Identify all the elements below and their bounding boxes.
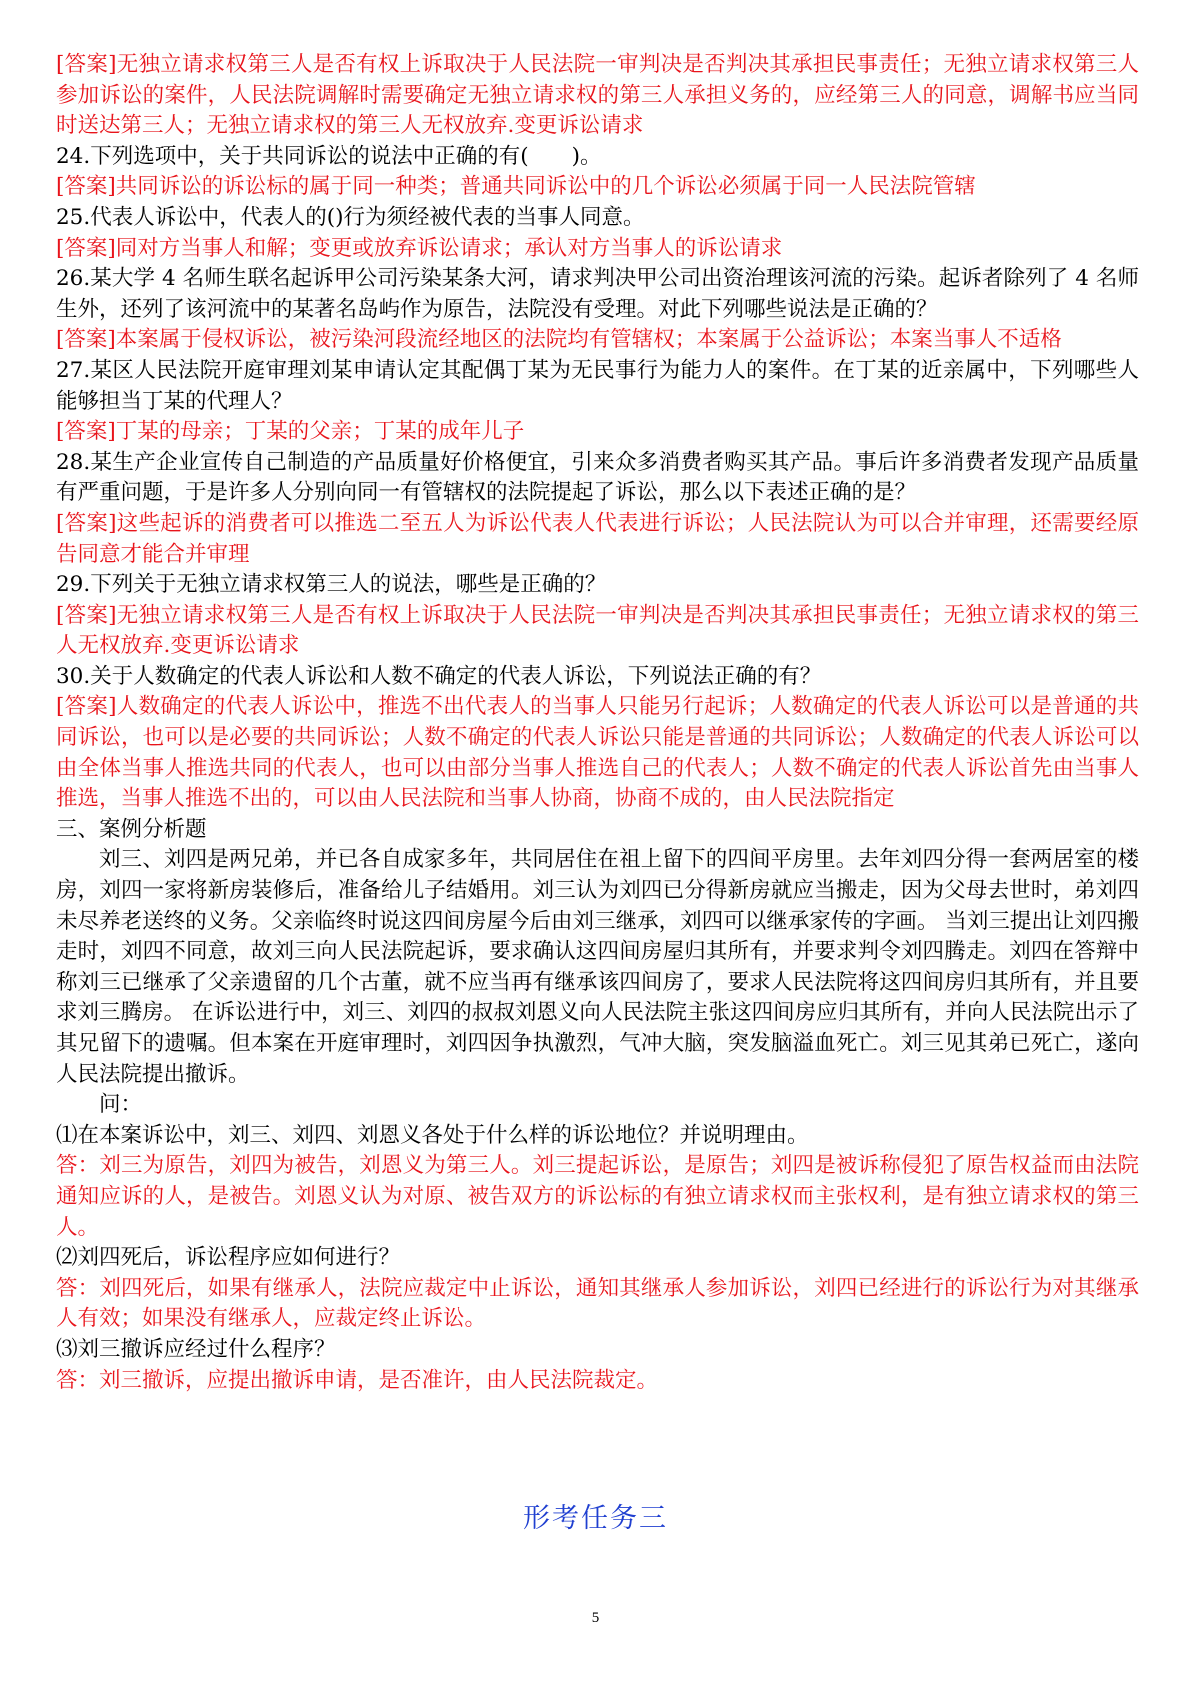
question-25: 25.代表人诉讼中，代表人的()行为须经被代表的当事人同意。 (56, 204, 645, 230)
page-number: 5 (591, 1610, 600, 1626)
sub-answer-2: 答：刘四死后，如果有继承人，法院应裁定中止诉讼，通知其继承人参加诉讼，刘四已经进行的诉讼行为对其继承人有效；如果没有继承人，应裁定终止诉讼。 (56, 1275, 1139, 1332)
case-paragraph: 刘三、刘四是两兄弟，并已各自成家多年，共同居住在祖上留下的四间平房里。去年刘四分得一套两居室的楼房，刘四一家将新房装修后，准备给儿子结婚用。刘三认为刘四已分得新房就应当搬走，因为父母去世时，弟刘四未尽养老送终的义务。父亲临终时说这四间房屋今后由刘三继承，刘四可以继承家传的字画。 当刘三提出让刘四搬走时，刘四不同意，故刘三向人民法院起诉，要求确认这四间房屋归其所有，并要求判令刘四腾走。刘四在答辩中称刘三已继承了父亲遗留的几个古董，就不应当再有继承该四间房了，要求人民法院将这四间房归其所有，并且要求刘三腾房。 在诉讼进行中，刘三、刘四的叔叔刘恩义向人民法院主张这四间房应归其所有，并向人民法院出示了其兄留下的遗嘱。但本案在开庭审理时，刘四因争执激烈，气冲大脑，突发脑溢血死亡。刘三见其弟已死亡，遂向人民法院提出撤诉。 (56, 847, 1139, 1087)
answer-28: [答案]这些起诉的消费者可以推选二至五人为诉讼代表人代表进行诉讼；人民法院认为可以合并审理，还需要经原告同意才能合并审理 (56, 510, 1139, 567)
section-title: 形考任务三 (523, 1503, 668, 1534)
question-29: 29.下列关于无独立请求权第三人的说法，哪些是正确的？ (56, 572, 607, 598)
section-heading: 三、案例分析题 (56, 816, 207, 842)
answer-29: [答案]无独立请求权第三人是否有权上诉取决于人民法院一审判决是否判决其承担民事责任；无独立请求权的第三人无权放弃.变更诉讼请求 (56, 602, 1139, 659)
sub-question-3: ⑶刘三撤诉应经过什么程序？ (56, 1336, 336, 1362)
question-28: 28.某生产企业宣传自己制造的产品质量好价格便宜，引来众多消费者购买其产品。事后许多消费者发现产品质量有严重问题，于是许多人分别向同一有管辖权的法院提起了诉讼，那么以下表述正确的是？ (56, 449, 1139, 506)
document-body (56, 50, 1139, 1396)
sub-answer-3: 答：刘三撤诉，应提出撤诉申请，是否准许，由人民法院裁定。 (56, 1367, 659, 1393)
sub-question-2: ⑵刘四死后，诉讼程序应如何进行？ (56, 1245, 401, 1271)
sub-question-1: ⑴在本案诉讼中，刘三、刘四、刘恩义各处于什么样的诉讼地位？并说明理由。 (56, 1122, 809, 1148)
answer-26: [答案]本案属于侵权诉讼，被污染河段流经地区的法院均有管辖权；本案属于公益诉讼；本案当事人不适格 (56, 327, 1062, 353)
question-26: 26.某大学 4 名师生联名起诉甲公司污染某条大河，请求判决甲公司出资治理该河流的污染。起诉者除列了 4 名师生外，还列了该河流中的某著名岛屿作为原告，法院没有受理。对此下列哪些说法是正确的？ (56, 266, 1139, 322)
sub-answer-1: 答：刘三为原告，刘四为被告，刘恩义为第三人。刘三提起诉讼，是原告；刘四是被诉称侵犯了原告权益而由法院通知应诉的人，是被告。刘恩义认为对原、被告双方的诉讼标的有独立请求权而主张权利，是有独立请求权的第三人。 (56, 1153, 1139, 1240)
question-24: 24.下列选项中，关于共同诉讼的说法中正确的有( )。 (56, 143, 602, 169)
answer-25: [答案]同对方当事人和解；变更或放弃诉讼请求；承认对方当事人的诉讼请求 (56, 235, 783, 261)
case-question-label: 问： (99, 1092, 143, 1118)
answer-30: [答案]人数确定的代表人诉讼中，推选不出代表人的当事人只能另行起诉；人数确定的代表人诉讼可以是普通的共同诉讼，也可以是必要的共同诉讼；人数不确定的代表人诉讼只能是普通的共同诉讼；人数确定的代表人诉讼可以由全体当事人推选共同的代表人，也可以由部分当事人推选自己的代表人；人数不确定的代表人诉讼首先由当事人推选，当事人推选不出的，可以由人民法院和当事人协商，协商不成的，由人民法院指定 (56, 694, 1139, 812)
answer-27: [答案]丁某的母亲；丁某的父亲；丁某的成年儿子 (56, 419, 525, 445)
answer-text: [答案]无独立请求权第三人是否有权上诉取决于人民法院一审判决是否判决其承担民事责任；无独立请求权第三人参加诉讼的案件，人民法院调解时需要确定无独立请求权的第三人承担义务的，应经第三人的同意，调解书应当同时送达第三人；无独立请求权的第三人无权放弃.变更诉讼请求 (56, 52, 1139, 139)
question-30: 30.关于人数确定的代表人诉讼和人数不确定的代表人诉讼，下列说法正确的有？ (56, 663, 822, 689)
answer-24: [答案]共同诉讼的诉讼标的属于同一种类；普通共同诉讼中的几个诉讼必须属于同一人民法院管辖 (56, 174, 976, 200)
question-27: 27.某区人民法院开庭审理刘某申请认定其配偶丁某为无民事行为能力人的案件。在丁某的近亲属中，下列哪些人能够担当丁某的代理人？ (56, 357, 1139, 414)
